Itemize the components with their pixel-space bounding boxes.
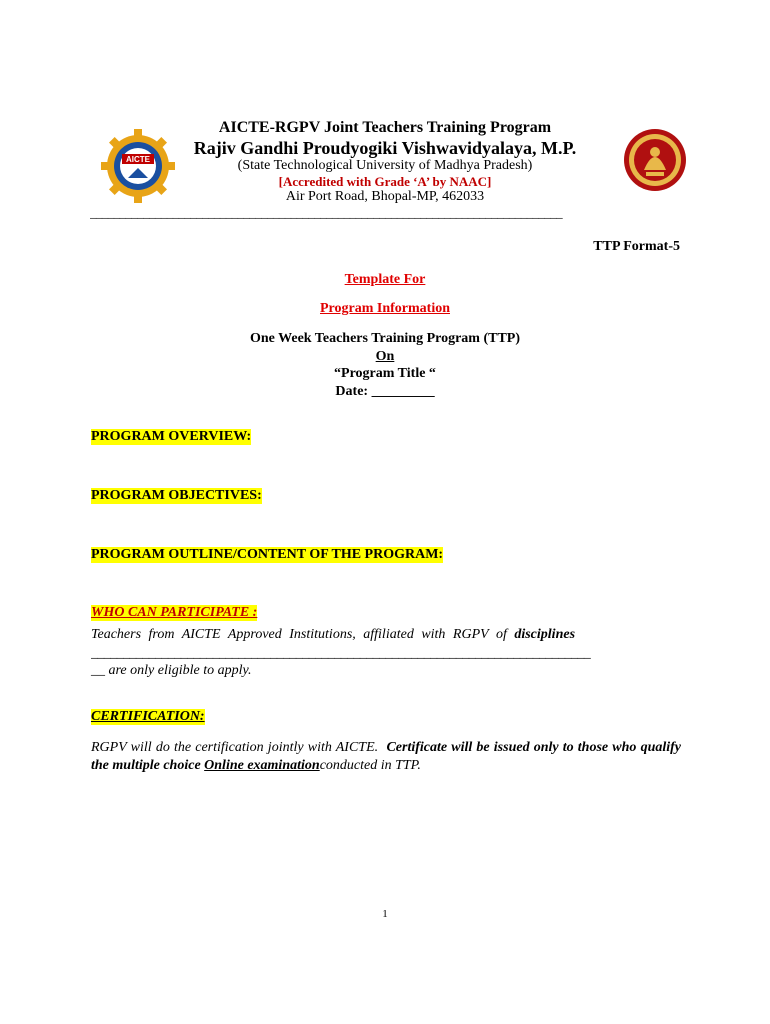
cert-text-online-exam: Online examination (204, 758, 320, 773)
who-text-line1 (91, 626, 681, 644)
cert-text-b: Certificate will be issued only to those who qualify the multiple choice (91, 740, 682, 773)
address-line: Air Port Road, Bhopal-MP, 462033 (285, 189, 485, 204)
cert-text-a: RGPV will do the certification jointly with AICTE. (91, 740, 379, 755)
program-type: One Week Teachers Training Program (TTP) (249, 331, 521, 346)
format-label: TTP Format-5 (593, 239, 680, 254)
section-outline: PROGRAM OUTLINE/CONTENT OF THE PROGRAM: (91, 547, 444, 562)
aicte-logo-text: AICTE (126, 155, 150, 164)
template-title-2 (0, 299, 770, 317)
state-line: (State Technological University of Madhya Pradesh) (237, 158, 533, 173)
program-information-text: Program Information (320, 301, 450, 316)
template-for-text: Template For (344, 272, 426, 287)
cert-text-d: conducted in TTP. (319, 758, 421, 773)
program-date: Date: _________ (335, 384, 435, 399)
university-name: Rajiv Gandhi Proudyogiki Vishwavidyalaya, M.P. (193, 138, 577, 158)
template-title-1 (0, 270, 770, 288)
header-rule: ________________________________________________________________________________ (90, 205, 563, 220)
section-certification: CERTIFICATION: (91, 709, 205, 724)
section-objectives: PROGRAM OBJECTIVES: (91, 488, 262, 503)
page-number: 1 (382, 908, 388, 920)
certification-text (91, 739, 681, 775)
section-overview: PROGRAM OVERVIEW: (91, 429, 252, 444)
program-line: AICTE-RGPV Joint Teachers Training Program (218, 119, 552, 136)
who-text-main: Teachers from AICTE Approved Institutions, affiliated with RGPV of (91, 627, 507, 642)
program-title: “Program Title “ (334, 366, 436, 381)
section-who-can-participate: WHO CAN PARTICIPATE : (91, 605, 258, 620)
program-on: On (375, 349, 395, 364)
who-text-disciplines: disciplines (514, 627, 576, 642)
who-text-blank: ______________________________________________________________________________ (91, 646, 591, 661)
who-text-line3: __ are only eligible to apply. (91, 663, 252, 678)
accreditation-line: [Accredited with Grade ‘A’ by NAAC] (278, 174, 492, 189)
